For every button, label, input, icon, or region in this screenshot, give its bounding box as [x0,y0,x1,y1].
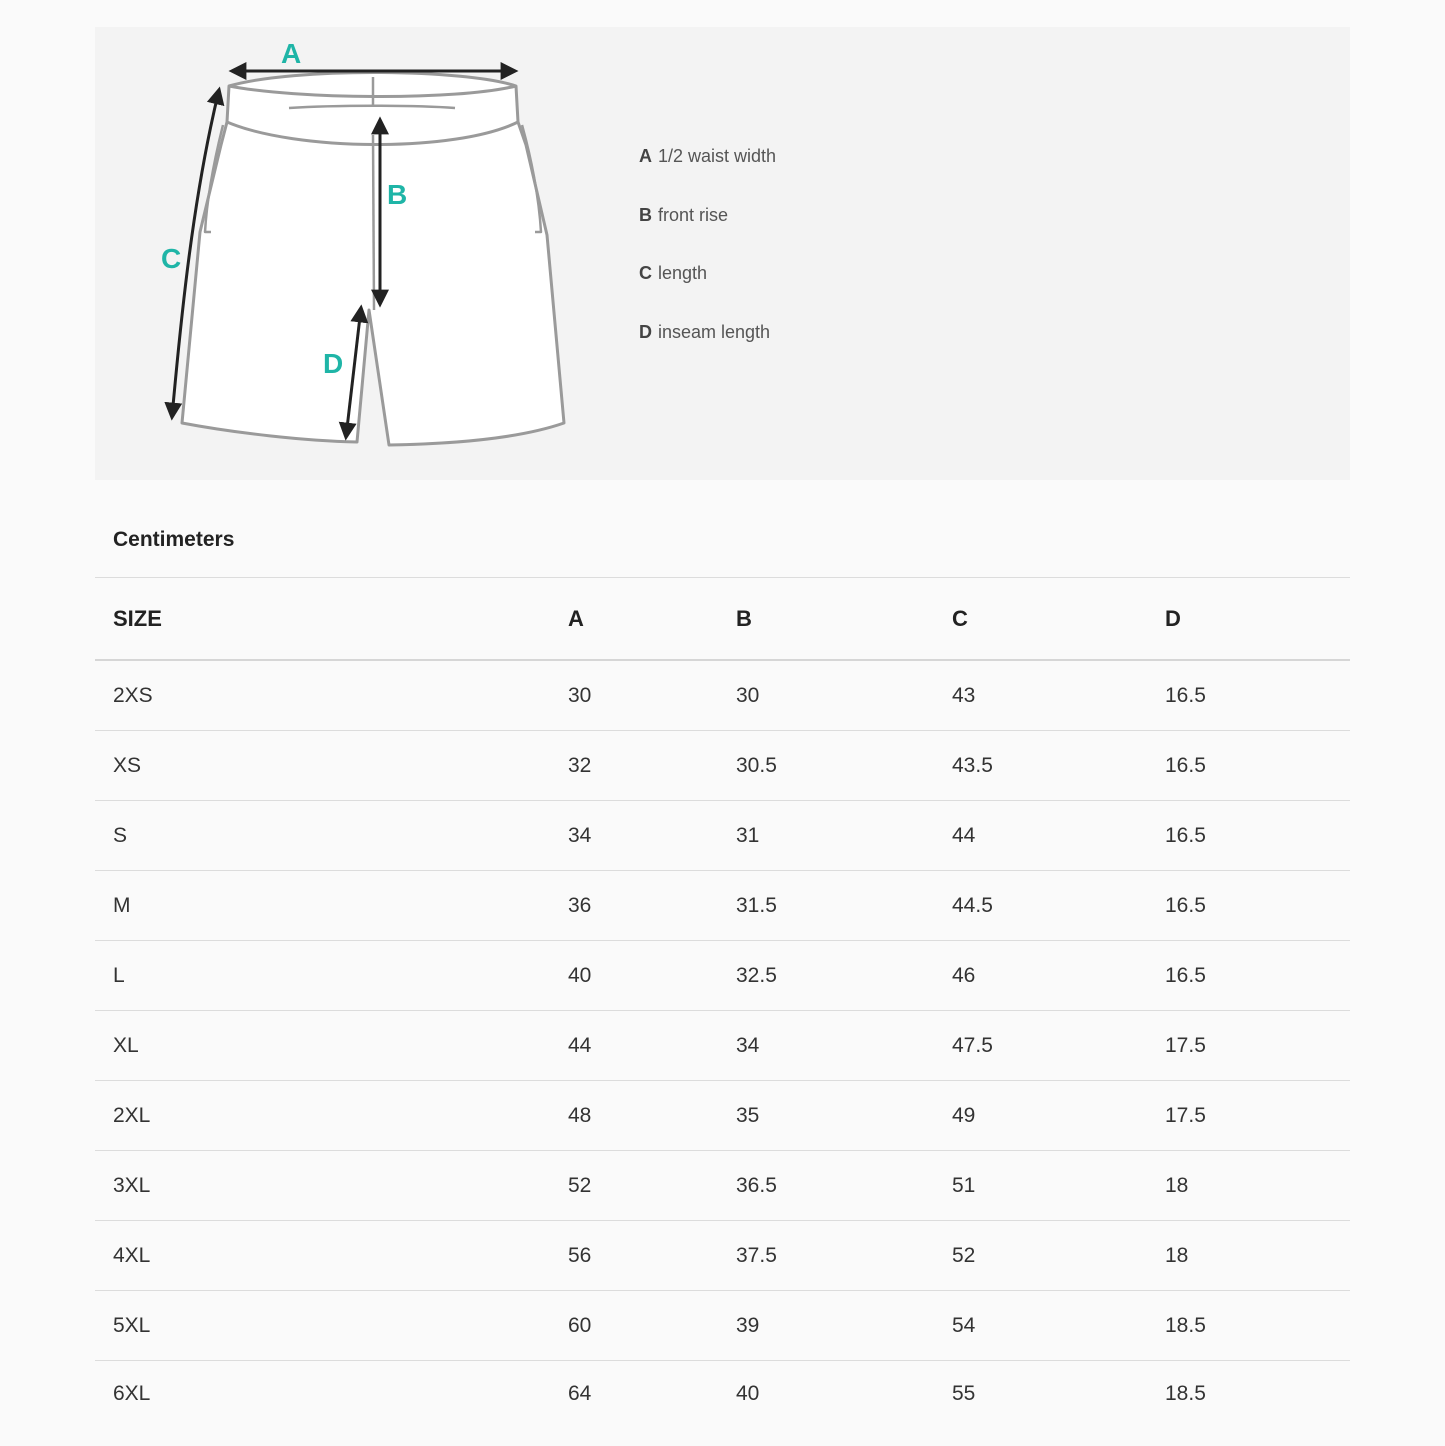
size-cell: 6XL [95,1361,550,1428]
table-body [95,660,1350,1427]
size-cell: M [95,871,550,941]
measurement-cell: 36.5 [718,1151,934,1221]
table-row [95,871,1350,941]
measurement-legend [639,145,776,379]
legend-text: 1/2 waist width [658,146,777,166]
column-header-d: D [1147,578,1350,661]
measurement-cell: 18.5 [1147,1291,1350,1361]
legend-text: length [658,263,708,283]
measurement-cell: 43 [934,660,1147,731]
legend-item-c [639,262,776,321]
measurement-cell: 46 [934,941,1147,1011]
diagram-label-b: B [387,179,408,210]
table-row [95,1221,1350,1291]
size-cell: 2XS [95,660,550,731]
size-cell: S [95,801,550,871]
measurement-cell: 51 [934,1151,1147,1221]
measurement-cell: 34 [718,1011,934,1081]
measurement-cell: 52 [934,1221,1147,1291]
measurement-cell: 60 [550,1291,718,1361]
measurement-cell: 30 [550,660,718,731]
diagram-label-c: C [161,243,182,274]
measurement-cell: 43.5 [934,731,1147,801]
table-row [95,1151,1350,1221]
measurement-cell: 16.5 [1147,801,1350,871]
legend-item-b [639,204,776,263]
measurement-cell: 44 [550,1011,718,1081]
size-cell: 2XL [95,1081,550,1151]
table-row [95,941,1350,1011]
size-cell: XL [95,1011,550,1081]
column-header-a: A [550,578,718,661]
legend-item-d [639,321,776,380]
measurement-cell: 16.5 [1147,941,1350,1011]
measurement-cell: 18 [1147,1151,1350,1221]
size-cell: 5XL [95,1291,550,1361]
measurement-cell: 34 [550,801,718,871]
table-row [95,660,1350,731]
shorts-outline [182,72,564,445]
table-row [95,1081,1350,1151]
table-row [95,731,1350,801]
measurement-diagram-panel [95,27,1350,480]
measurement-cell: 44.5 [934,871,1147,941]
legend-text: front rise [658,204,729,225]
legend-text: inseam length [658,321,771,342]
measurement-cell: 32 [550,731,718,801]
table-row [95,1011,1350,1081]
measurement-cell: 47.5 [934,1011,1147,1081]
table-row [95,1291,1350,1361]
measurement-cell: 30 [718,660,934,731]
measurement-cell: 48 [550,1081,718,1151]
measurement-cell: 39 [718,1291,934,1361]
measurement-cell: 55 [934,1361,1147,1428]
measurement-cell: 32.5 [718,941,934,1011]
legend-item-a [639,145,776,204]
legend-key: C [639,263,652,283]
measurement-cell: 36 [550,871,718,941]
measurement-cell: 30.5 [718,731,934,801]
column-header-b: B [718,578,934,661]
measurement-cell: 31.5 [718,871,934,941]
measurement-cell: 16.5 [1147,871,1350,941]
measurement-cell: 16.5 [1147,731,1350,801]
table-row [95,1361,1350,1428]
measurement-cell: 17.5 [1147,1081,1350,1151]
legend-key: B [639,204,652,225]
unit-title: Centimeters [113,528,235,551]
size-cell: L [95,941,550,1011]
diagram-label-a: A [281,38,302,69]
measurement-cell: 17.5 [1147,1011,1350,1081]
size-cell: XS [95,731,550,801]
measurement-cell: 54 [934,1291,1147,1361]
measurement-cell: 35 [718,1081,934,1151]
measurement-cell: 56 [550,1221,718,1291]
size-chart-table [95,577,1350,1427]
column-header-size: SIZE [95,578,550,661]
legend-key: D [639,321,652,342]
measurement-cell: 40 [550,941,718,1011]
table-row [95,801,1350,871]
measurement-cell: 18 [1147,1221,1350,1291]
measurement-cell: 40 [718,1361,934,1428]
measurement-cell: 18.5 [1147,1361,1350,1428]
measurement-cell: 31 [718,801,934,871]
measurement-cell: 64 [550,1361,718,1428]
measurement-cell: 37.5 [718,1221,934,1291]
measurement-cell: 16.5 [1147,660,1350,731]
column-header-c: C [934,578,1147,661]
diagram-label-d: D [323,348,344,379]
size-cell: 3XL [95,1151,550,1221]
measurement-cell: 44 [934,801,1147,871]
measurement-cell: 52 [550,1151,718,1221]
legend-key: A [639,146,652,166]
size-cell: 4XL [95,1221,550,1291]
table-header-row [95,578,1350,661]
measurement-cell: 49 [934,1081,1147,1151]
